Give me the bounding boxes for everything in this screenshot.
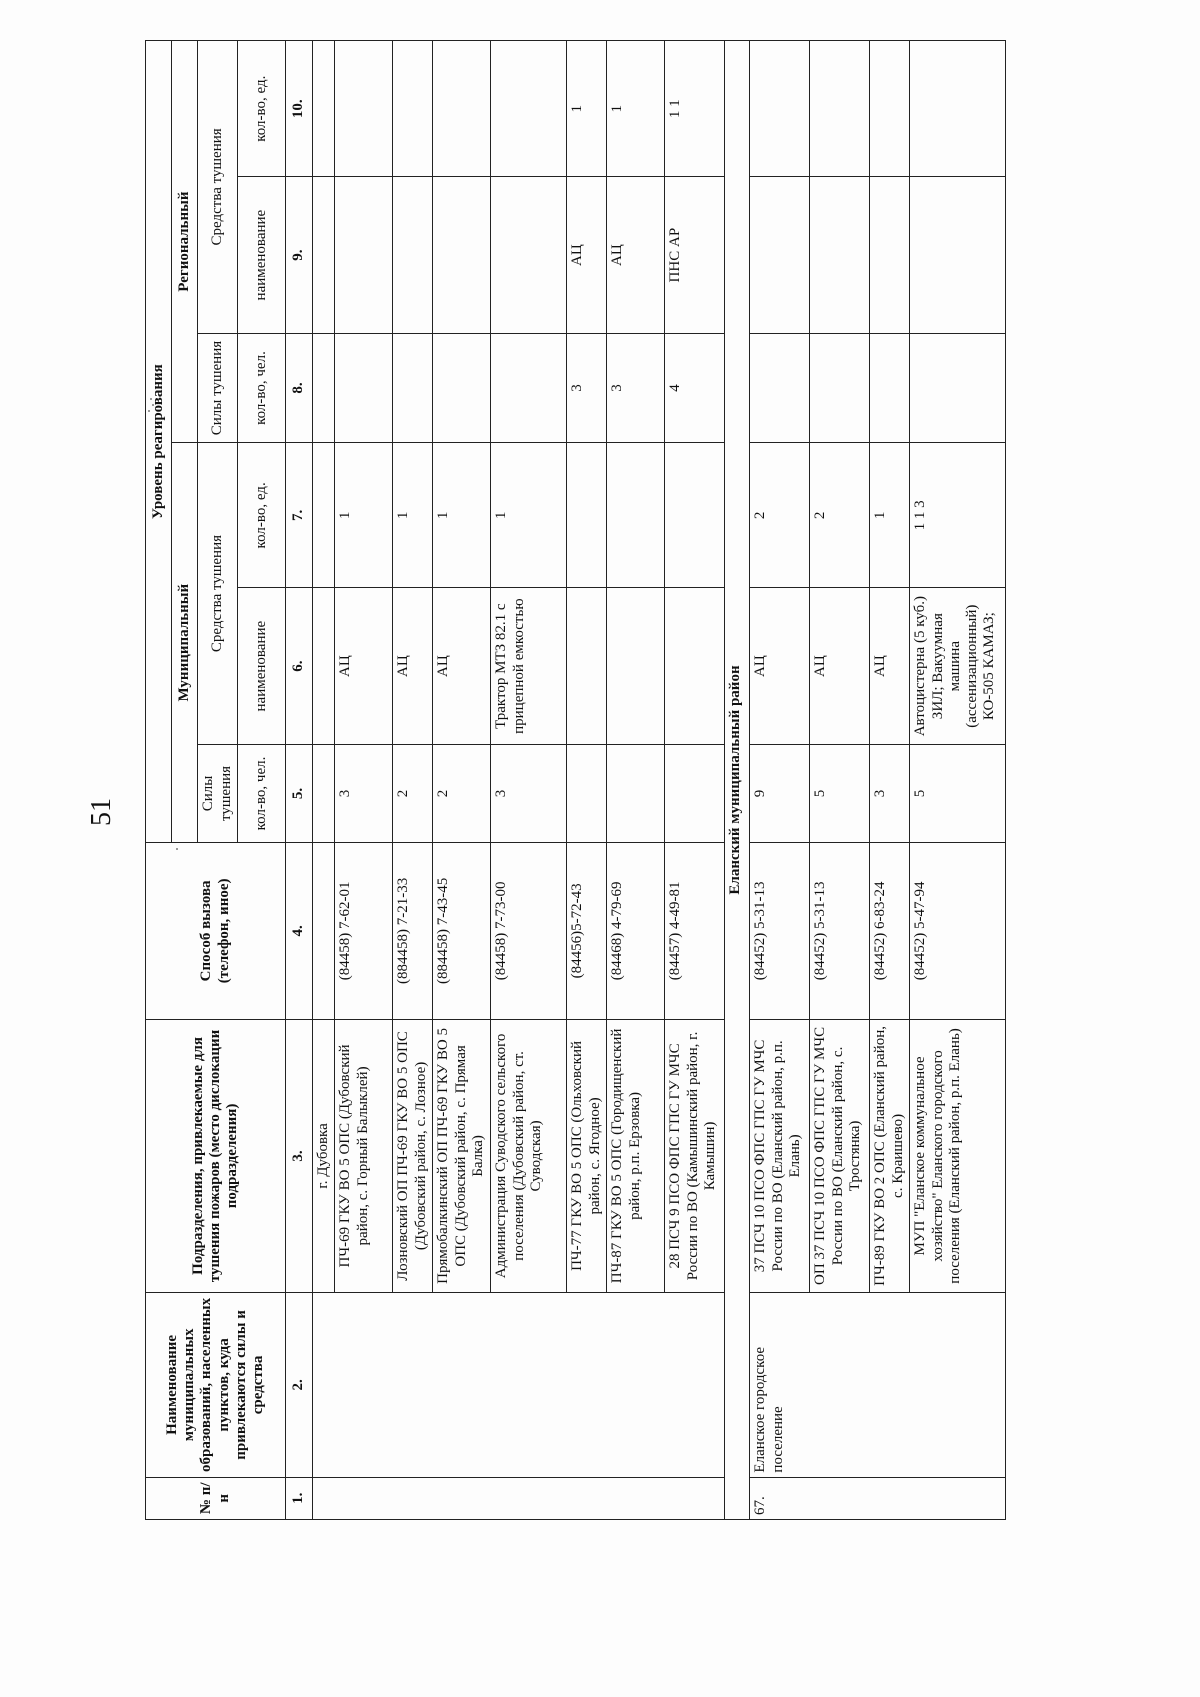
r-qty-cell: 1: [567, 41, 607, 177]
settlement-cell: г. Дубовка: [313, 1019, 335, 1293]
r-forces-cell: [393, 333, 433, 442]
col-number: 6.: [286, 588, 313, 744]
phone-cell: (884458) 7-21-33: [393, 843, 433, 1019]
m-means-cell: АЦ: [750, 588, 810, 744]
m-means-cell: АЦ: [810, 588, 870, 744]
r-qty-cell: 1: [607, 41, 665, 177]
m-qty-cell: 1: [393, 443, 433, 588]
r-qty-cell: [393, 41, 433, 177]
m-forces-cell: 3: [870, 744, 910, 842]
header-r-qty-units: кол-во, ед.: [238, 41, 286, 177]
m-qty-cell: [567, 443, 607, 588]
r-forces-cell: 3: [607, 333, 665, 442]
response-table: [145, 40, 1006, 1520]
phone-cell: (84456)5-72-43: [567, 843, 607, 1019]
r-means-cell: ПНС АР: [665, 177, 725, 333]
header-call: Способ вызова (телефон, иное): [146, 843, 286, 1019]
r-qty-cell: [335, 41, 393, 177]
m-forces-cell: 5: [910, 744, 1006, 842]
r-qty-cell: [491, 41, 567, 177]
m-means-cell: [665, 588, 725, 744]
header-regional: Региональный: [172, 41, 198, 443]
unit-cell: 37 ПСЧ 10 ПСО ФПС ГПС ГУ МЧС России по ВО (Еланский район, р.п. Елань): [750, 1019, 810, 1293]
phone-cell: (84452) 5-31-13: [750, 843, 810, 1019]
col-number: 8.: [286, 333, 313, 442]
section-row: [725, 41, 750, 1520]
col-number: 9.: [286, 177, 313, 333]
m-forces-cell: 5: [810, 744, 870, 842]
header-m-name: наименование: [238, 588, 286, 744]
m-qty-cell: 1: [335, 443, 393, 588]
settlement-name: Еланское городское поселение: [750, 1293, 1006, 1477]
m-qty-cell: 1: [870, 443, 910, 588]
header-m-means: Средства тушения: [198, 443, 238, 745]
r-means-cell: [393, 177, 433, 333]
m-forces-cell: [607, 744, 665, 842]
r-qty-cell: [433, 41, 491, 177]
col-number: 3.: [286, 1019, 313, 1293]
header-place: Наименование муниципальных образований, населенных пунктов, куда привлекаются силы и средства: [146, 1293, 286, 1477]
row-number: 67.: [750, 1477, 1006, 1519]
m-means-cell: АЦ: [393, 588, 433, 744]
unit-cell: ПЧ-89 ГКУ ВО 2 ОПС (Еланский район, с. Краишево): [870, 1019, 910, 1293]
phone-cell: (84458) 7-73-00: [491, 843, 567, 1019]
r-means-cell: АЦ: [567, 177, 607, 333]
section-title: Еланский муниципальный район: [725, 41, 750, 1520]
r-means-cell: АЦ: [607, 177, 665, 333]
unit-cell: ОП 37 ПСЧ 10 ПСО ФПС ГПС ГУ МЧС России по ВО (Еланский район, с. Тростянка): [810, 1019, 870, 1293]
m-means-cell: Трактор МТЗ 82.1 с прицепной емкостью: [491, 588, 567, 744]
r-qty-cell: 1 1: [665, 41, 725, 177]
m-forces-cell: 2: [393, 744, 433, 842]
table-row: [750, 41, 810, 1520]
m-means-cell: АЦ: [870, 588, 910, 744]
header-response-level: Уровень реагирования: [146, 41, 172, 843]
col-number: 2.: [286, 1293, 313, 1477]
col-number: 5.: [286, 744, 313, 842]
unit-cell: ПЧ-69 ГКУ ВО 5 ОПС (Дубовский район, с. Горный Балыклей): [335, 1019, 393, 1293]
unit-cell: МУП "Еланское коммунальное хозяйство" Еланского городского поселения (Еланский район, р.п. Елань): [910, 1019, 1006, 1293]
phone-cell: (84452) 5-47-94: [910, 843, 1006, 1019]
m-forces-cell: [665, 744, 725, 842]
phone-cell: (884458) 7-43-45: [433, 843, 491, 1019]
header-municipal: Муниципальный: [172, 443, 198, 843]
rotated-table-container: [145, 40, 1115, 1520]
unit-cell: 28 ПСЧ 9 ПСО ФПС ГПС ГУ МЧС России по ВО (Камышинский район, г. Камышин): [665, 1019, 725, 1293]
m-forces-cell: 2: [433, 744, 491, 842]
m-means-cell: АЦ: [433, 588, 491, 744]
r-means-cell: [491, 177, 567, 333]
m-qty-cell: 1 1 3: [910, 443, 1006, 588]
m-means-cell: АЦ: [335, 588, 393, 744]
phone-cell: (84452) 6-83-24: [870, 843, 910, 1019]
r-forces-cell: 4: [665, 333, 725, 442]
m-qty-cell: 1: [491, 443, 567, 588]
r-means-cell: [433, 177, 491, 333]
unit-cell: Лозновский ОП ПЧ-69 ГКУ ВО 5 ОПС (Дубовский район, с. Лозное): [393, 1019, 433, 1293]
page-number: 51: [86, 798, 117, 826]
header-m-forces: Силы тушения: [198, 744, 238, 842]
phone-cell: (84458) 7-62-01: [335, 843, 393, 1019]
header-r-forces: Силы тушения: [198, 333, 238, 442]
m-qty-cell: 2: [750, 443, 810, 588]
header-r-means: Средства тушения: [198, 41, 238, 334]
r-forces-cell: [335, 333, 393, 442]
col-number: 1.: [286, 1477, 313, 1519]
m-forces-cell: 9: [750, 744, 810, 842]
r-forces-cell: [433, 333, 491, 442]
header-r-qty-people: кол-во, чел.: [238, 333, 286, 442]
unit-cell: Прямобалкинский ОП ПЧ-69 ГКУ ВО 5 ОПС (Дубовский район, с. Прямая Балка): [433, 1019, 491, 1293]
phone-cell: (84452) 5-31-13: [810, 843, 870, 1019]
unit-cell: Администрация Суводского сельского поселения (Дубовский район, ст. Суводская): [491, 1019, 567, 1293]
header-m-qty-units: кол-во, ед.: [238, 443, 286, 588]
m-qty-cell: 1: [433, 443, 491, 588]
header-r-name: наименование: [238, 177, 286, 333]
m-qty-cell: 2: [810, 443, 870, 588]
col-number: 7.: [286, 443, 313, 588]
m-means-cell: Автоцистерна (5 куб.) ЗИЛ; Вакуумная машина (ассенизационный) КО-505 КАМАЗ;: [910, 588, 1006, 744]
m-qty-cell: [665, 443, 725, 588]
header-num: № п/н: [146, 1477, 286, 1519]
m-qty-cell: [607, 443, 665, 588]
m-forces-cell: [567, 744, 607, 842]
table-row: [313, 41, 335, 1520]
m-means-cell: [607, 588, 665, 744]
header-m-qty-people: кол-во, чел.: [238, 744, 286, 842]
m-means-cell: [567, 588, 607, 744]
r-forces-cell: [491, 333, 567, 442]
col-number: 10.: [286, 41, 313, 177]
header-unit: Подразделения, привлекаемые для тушения пожаров (место дислокации подразделения): [146, 1019, 286, 1293]
unit-cell: ПЧ-77 ГКУ ВО 5 ОПС (Ольховский район, с. Ягодное): [567, 1019, 607, 1293]
unit-cell: ПЧ-87 ГКУ ВО 5 ОПС (Городищенский район, р.п. Ерзовка): [607, 1019, 665, 1293]
m-forces-cell: 3: [335, 744, 393, 842]
col-number: 4.: [286, 843, 313, 1019]
phone-cell: (84457) 4-49-81: [665, 843, 725, 1019]
r-forces-cell: 3: [567, 333, 607, 442]
m-forces-cell: 3: [491, 744, 567, 842]
column-numbers-row: [286, 41, 313, 1520]
phone-cell: (84468) 4-79-69: [607, 843, 665, 1019]
r-means-cell: [335, 177, 393, 333]
